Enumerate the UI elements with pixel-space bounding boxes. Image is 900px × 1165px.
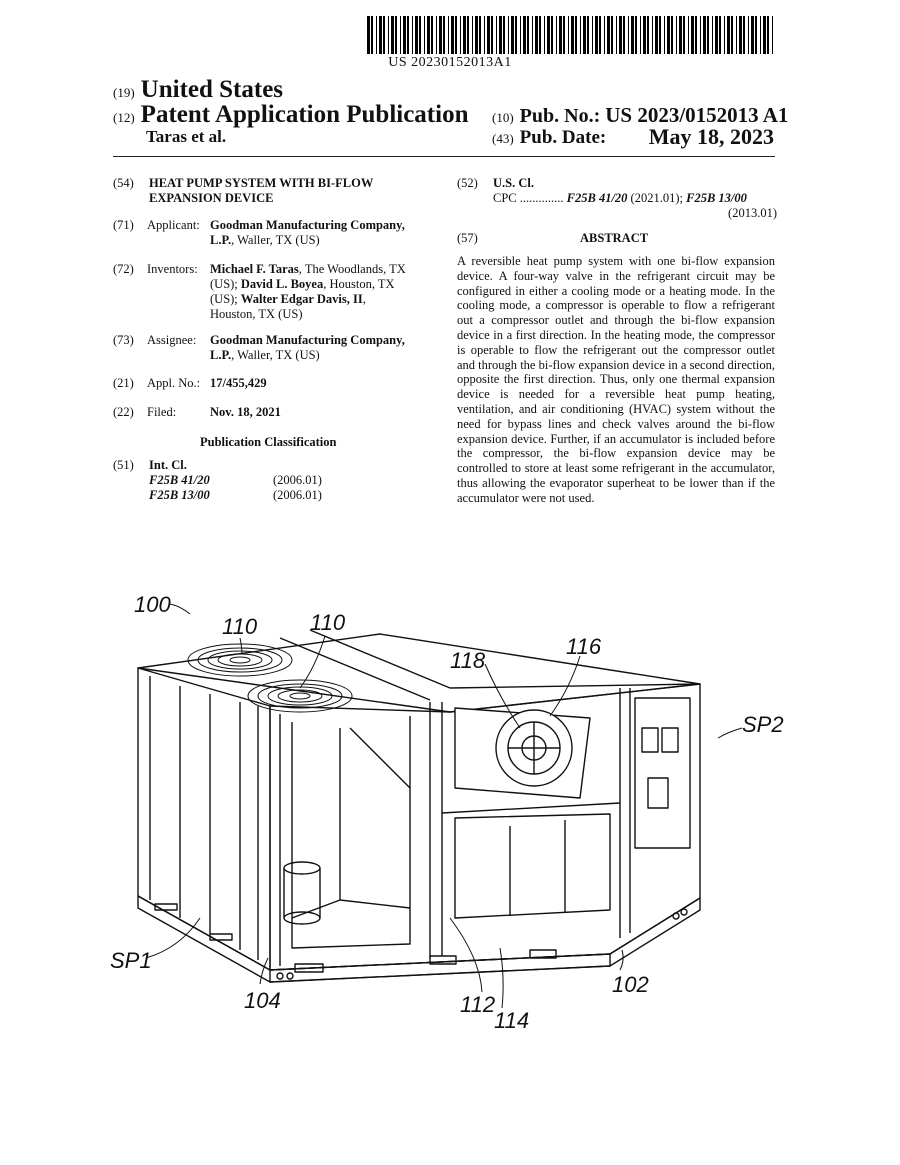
int-cl-date: (2006.01)	[273, 488, 322, 502]
barcode-bar	[647, 16, 649, 54]
filed-date: Nov. 18, 2021	[210, 405, 281, 419]
barcode-bar	[611, 16, 613, 54]
assignee-location: , Waller, TX (US)	[231, 348, 320, 362]
cpc-class-2: F25B 13/00	[686, 191, 747, 205]
barcode-bar	[583, 16, 586, 54]
publication-date: May 18, 2023	[648, 124, 774, 149]
barcode-bar	[383, 16, 385, 54]
barcode-bar	[547, 16, 550, 54]
barcode-bar	[419, 16, 421, 54]
barcode-bar	[640, 16, 641, 54]
header-divider	[113, 156, 775, 157]
publication-type	[113, 101, 468, 129]
pub-no-label: Pub. No.:	[519, 105, 601, 127]
barcode-bar	[571, 16, 574, 54]
barcode-bar	[712, 16, 713, 54]
barcode-bar	[544, 16, 545, 54]
barcode-bar	[676, 16, 677, 54]
appl-no-value: 17/455,429	[210, 376, 267, 390]
barcode-bar	[755, 16, 757, 54]
barcode-bar	[580, 16, 581, 54]
barcode-bar	[619, 16, 622, 54]
field-label: Appl. No.:	[147, 376, 201, 390]
inventor-2: David L. Boyea	[240, 277, 324, 291]
barcode-bar	[431, 16, 433, 54]
field-label: Assignee:	[147, 333, 197, 347]
barcode-bar	[667, 16, 670, 54]
inventor-1: Michael F. Taras	[210, 262, 299, 276]
barcode-bar	[496, 16, 497, 54]
inid-code: (19)	[113, 85, 135, 100]
applicant-name: Goodman Manufacturing Company,	[210, 218, 405, 232]
ref-label-112: 112	[460, 992, 496, 1017]
inventor-3-prefix: (US);	[210, 292, 241, 306]
barcode-bar	[451, 16, 454, 54]
ref-label-100: 100	[134, 592, 171, 617]
inid-code: (10)	[492, 110, 514, 125]
barcode-bar	[415, 16, 418, 54]
barcode-bar	[767, 16, 769, 54]
int-cl-class: F25B 41/20	[149, 473, 210, 487]
field-51-int-cl	[113, 458, 443, 506]
abstract-code: (57)	[457, 231, 478, 245]
inventor-3: Walter Edgar Davis, II	[240, 292, 363, 306]
barcode-bar	[731, 16, 733, 54]
barcode-bar	[388, 16, 389, 54]
barcode-bar	[568, 16, 569, 54]
inid-code: (71)	[113, 218, 134, 232]
inventor-3-location: Houston, TX (US)	[210, 307, 303, 321]
barcode-bar	[751, 16, 754, 54]
barcode-bar	[616, 16, 617, 54]
inid-code: (21)	[113, 376, 134, 390]
cpc-date-2: (2013.01)	[728, 206, 777, 220]
barcode-bar	[575, 16, 577, 54]
inid-code: (43)	[492, 131, 514, 146]
barcode-bar	[700, 16, 701, 54]
barcode-bar	[727, 16, 730, 54]
barcode-bar	[371, 16, 373, 54]
pub-no-value: US 2023/0152013 A1	[605, 103, 789, 127]
barcode-bar	[623, 16, 625, 54]
barcode-bar	[475, 16, 478, 54]
barcode-bar	[443, 16, 445, 54]
barcode-bar	[739, 16, 742, 54]
barcode-bar	[691, 16, 694, 54]
barcode-bar	[403, 16, 406, 54]
barcode-bar	[688, 16, 689, 54]
cpc-class-1: F25B 41/20	[566, 191, 628, 205]
barcode-bar	[628, 16, 629, 54]
barcode-bar	[539, 16, 541, 54]
barcode-bar	[412, 16, 413, 54]
barcode-bar	[527, 16, 529, 54]
cpc-dots: ..............	[519, 191, 564, 205]
inid-code: (51)	[113, 458, 134, 472]
barcode-bar	[448, 16, 449, 54]
barcode-bar	[520, 16, 521, 54]
barcode-bar	[556, 16, 557, 54]
us-cl-label: U.S. Cl.	[493, 176, 534, 190]
barcode-bar	[455, 16, 457, 54]
barcode-bar	[559, 16, 562, 54]
barcode-bar	[719, 16, 721, 54]
field-54-title	[113, 176, 433, 208]
ref-label-110b: 110	[310, 610, 346, 635]
ref-label-114: 114	[494, 1008, 530, 1033]
barcode-bar	[427, 16, 430, 54]
ref-label-104: 104	[244, 988, 281, 1013]
applicant-location: , Waller, TX (US)	[231, 233, 320, 247]
barcode-bar	[743, 16, 745, 54]
ref-label-116: 116	[566, 634, 602, 659]
publication-date-label	[492, 127, 606, 149]
barcode-bar	[551, 16, 553, 54]
ref-label-110a: 110	[222, 614, 258, 639]
field-72-inventors	[113, 262, 443, 326]
barcode-bar	[379, 16, 382, 54]
inid-code: (22)	[113, 405, 134, 419]
barcode-bar	[367, 16, 370, 54]
barcode-bar	[487, 16, 490, 54]
barcode-bar	[436, 16, 437, 54]
inventor-1-location: , The Woodlands, TX	[298, 262, 406, 276]
barcode-bar	[607, 16, 610, 54]
barcode-bar	[400, 16, 401, 54]
barcode-bar	[664, 16, 665, 54]
field-73-assignee	[113, 333, 443, 365]
barcode-bar	[532, 16, 533, 54]
barcode-bar	[463, 16, 466, 54]
barcode-bar	[508, 16, 509, 54]
barcode-bar	[376, 16, 377, 54]
barcode-number: US 20230152013A1	[388, 55, 512, 70]
barcode-bar	[391, 16, 394, 54]
inid-code: (52)	[457, 176, 478, 190]
barcode-bar	[595, 16, 598, 54]
field-21-appl-no	[113, 376, 443, 392]
cpc-label: CPC	[493, 191, 517, 205]
ref-label-102: 102	[612, 972, 649, 997]
barcode-bar	[439, 16, 442, 54]
barcode	[367, 16, 777, 54]
barcode-bar	[707, 16, 709, 54]
barcode-bar	[511, 16, 514, 54]
cpc-date-1: (2021.01);	[630, 191, 683, 205]
barcode-bar	[499, 16, 502, 54]
barcode-bar	[763, 16, 766, 54]
field-label: Inventors:	[147, 262, 198, 276]
field-52-us-cl	[457, 176, 777, 222]
barcode-bar	[695, 16, 697, 54]
inventors-short: Taras et al.	[146, 127, 227, 146]
inid-code: (54)	[113, 176, 134, 190]
assignee-name-cont: L.P.	[210, 348, 232, 362]
int-cl-date: (2006.01)	[273, 473, 322, 487]
field-label: Applicant:	[147, 218, 200, 232]
barcode-bar	[587, 16, 589, 54]
barcode-bar	[484, 16, 485, 54]
ref-label-sp1: SP1	[110, 948, 152, 973]
inventor-3-suffix: ,	[362, 292, 366, 306]
barcode-bar	[523, 16, 526, 54]
inid-code: (72)	[113, 262, 134, 276]
barcode-bar	[679, 16, 682, 54]
inventor-2-location: , Houston, TX	[323, 277, 395, 291]
barcode-bar	[631, 16, 634, 54]
field-22-filed	[113, 405, 443, 421]
barcode-bar	[407, 16, 409, 54]
barcode-bar	[643, 16, 646, 54]
barcode-bar	[460, 16, 461, 54]
barcode-bar	[659, 16, 661, 54]
inid-code: (12)	[113, 110, 135, 125]
barcode-bar	[535, 16, 538, 54]
barcode-bar	[635, 16, 637, 54]
country-name: United States	[140, 76, 284, 103]
field-71-applicant	[113, 218, 443, 250]
barcode-bar	[724, 16, 725, 54]
int-cl-class: F25B 13/00	[149, 488, 210, 502]
barcode-bar	[479, 16, 481, 54]
barcode-bar	[424, 16, 425, 54]
barcode-bar	[472, 16, 473, 54]
ref-label-sp2: SP2	[742, 712, 784, 737]
patent-figure-hvac-unit	[110, 588, 790, 1038]
barcode-bar	[683, 16, 685, 54]
int-cl-label: Int. Cl.	[149, 458, 187, 472]
barcode-bar	[748, 16, 749, 54]
barcode-bar	[655, 16, 658, 54]
country	[113, 76, 283, 104]
pub-date-label: Pub. Date:	[519, 127, 607, 148]
ref-label-118: 118	[450, 648, 486, 673]
publication-classification-heading: Publication Classification	[200, 435, 337, 449]
barcode-bar	[599, 16, 601, 54]
barcode-bar	[760, 16, 761, 54]
barcode-bar	[503, 16, 505, 54]
barcode-bar	[604, 16, 605, 54]
barcode-bar	[671, 16, 673, 54]
applicant-name-cont: L.P.	[210, 233, 232, 247]
publication-type-text: Patent Application Publication	[140, 101, 469, 128]
barcode-bar	[491, 16, 493, 54]
barcode-bar	[703, 16, 706, 54]
abstract-text: A reversible heat pump system with one bi-flow expansion device. A four-way valve in the refrigerant circuit may be configured in either a cooling mode or a heating mode. In the cooling mode, a compressor is operable to flow a refrigerant out a compressor outlet and through the bi-flow expansion device in a first direction. In the heating mode, the compressor is operable to flow the refrigerant out the compressor outlet and through the bi-flow expansion device in a second direction, opposite the first direction. Thus, only one thermal expansion device is needed for a reversible heat pump heating, ventilation, and air conditioning (HVAC) system without the need for bypass lines and check valves around the bi-flow expansion device. Further, if an accumulator is included before the compressor, the bi-flow expansion device may be controlled to store at least some refrigerant in the accumulator, thus allowing the evaporator superheat to be lower than if the accumulator were not used.	[457, 254, 775, 505]
title-line-1: HEAT PUMP SYSTEM WITH BI-FLOW	[149, 176, 374, 190]
barcode-bar	[467, 16, 469, 54]
field-label: Filed:	[147, 405, 177, 419]
inventor-2-prefix: (US);	[210, 277, 241, 291]
assignee-name: Goodman Manufacturing Company,	[210, 333, 405, 347]
barcode-bar	[652, 16, 653, 54]
barcode-bar	[563, 16, 565, 54]
barcode-bar	[515, 16, 517, 54]
barcode-bar	[395, 16, 397, 54]
barcode-bar	[772, 16, 773, 54]
inid-code: (73)	[113, 333, 134, 347]
barcode-bar	[736, 16, 737, 54]
title-line-2: EXPANSION DEVICE	[149, 191, 274, 205]
barcode-bar	[715, 16, 718, 54]
abstract-heading: ABSTRACT	[580, 231, 649, 245]
barcode-bar	[592, 16, 593, 54]
